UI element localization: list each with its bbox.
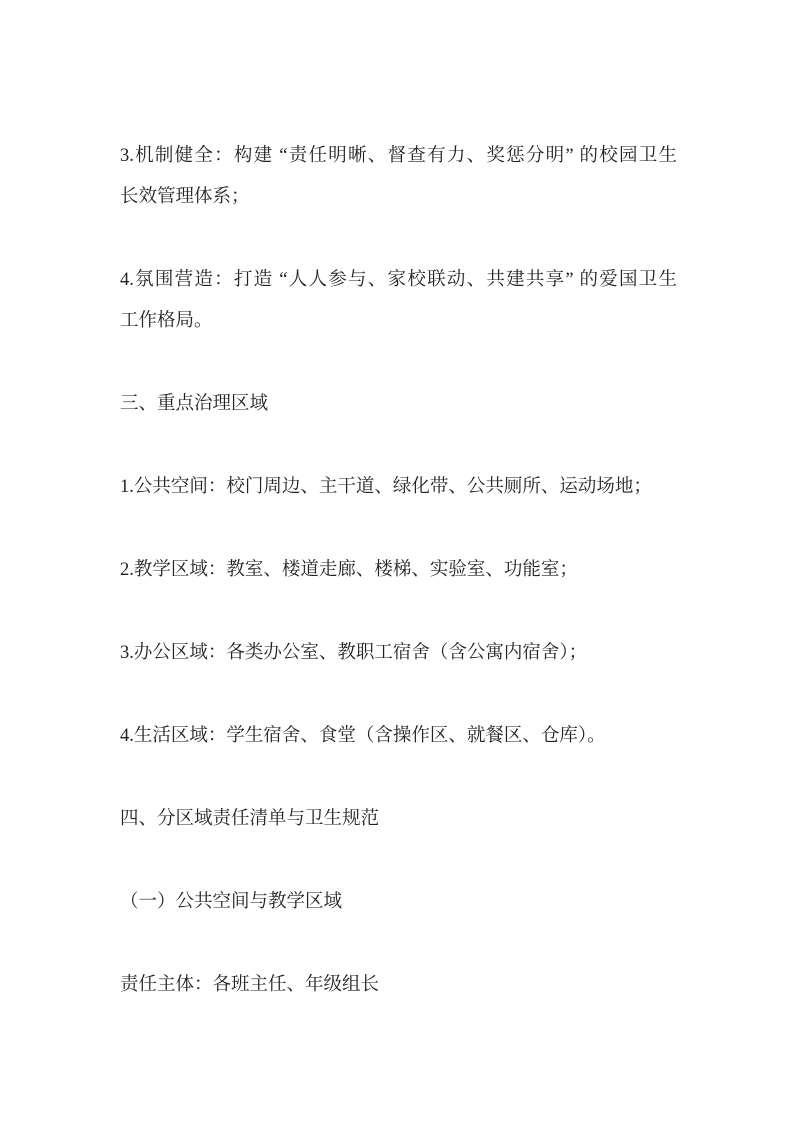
section-heading-3-key-areas xyxy=(120,384,677,425)
section-heading-4-responsibility-list xyxy=(120,799,677,840)
paragraph-item-3-mechanism xyxy=(120,136,677,218)
paragraph-line: 责任主体：各班主任、年级组长 xyxy=(120,975,380,995)
paragraph-line: 1.公共空间：校门周边、主干道、绿化带、公共厕所、运动场地； xyxy=(120,477,652,497)
paragraph-line: 4.生活区域：学生宿舍、食堂（含操作区、就餐区、仓库）。 xyxy=(120,726,606,746)
list-item-3-office-area xyxy=(120,633,677,674)
paragraph-responsibility-subject xyxy=(120,965,677,1006)
list-item-1-public-space xyxy=(120,467,677,508)
list-item-2-teaching-area xyxy=(120,550,677,591)
paragraph-line: 长效管理体系； xyxy=(120,187,250,207)
paragraph-line: 4.氛围营造：打造 “人人参与、家校联动、共建共享” 的爱国卫生 xyxy=(120,270,677,290)
document-body xyxy=(120,136,677,1006)
paragraph-line: 三、重点治理区域 xyxy=(120,394,269,414)
paragraph-line: 工作格局。 xyxy=(120,311,213,331)
paragraph-line: 2.教学区域：教室、楼道走廊、楼梯、实验室、功能室； xyxy=(120,560,578,580)
paragraph-line: 四、分区域责任清单与卫生规范 xyxy=(120,809,380,829)
paragraph-item-4-atmosphere xyxy=(120,260,677,342)
subsection-heading-1-public-teaching xyxy=(120,882,677,923)
list-item-4-living-area xyxy=(120,716,677,757)
paragraph-line: 3.办公区域：各类办公室、教职工宿舍（含公寓内宿舍）； xyxy=(120,643,588,663)
paragraph-line: （一）公共空间与教学区域 xyxy=(120,892,343,912)
paragraph-line: 3.机制健全：构建 “责任明晰、督查有力、奖惩分明” 的校园卫生 xyxy=(120,146,677,166)
